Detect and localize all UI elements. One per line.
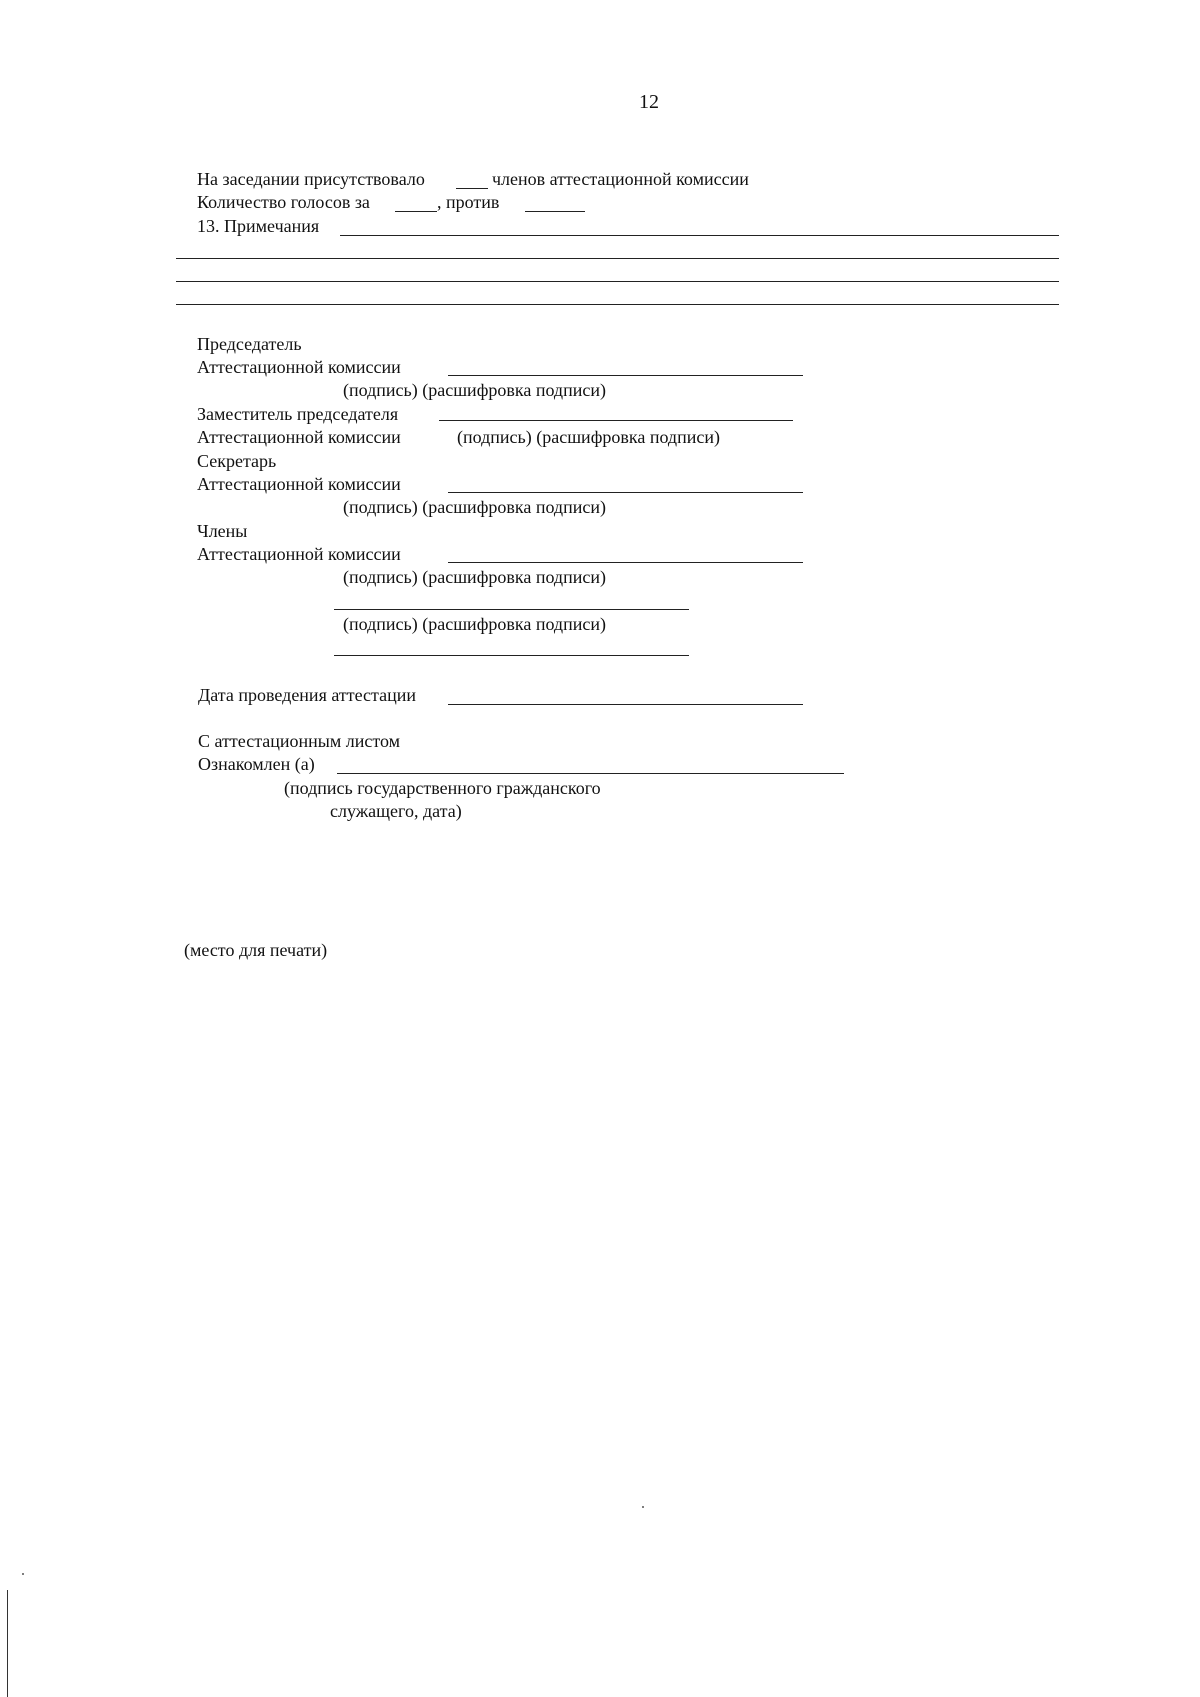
member-1-signature-caption: (подпись) (расшифровка подписи) [343,567,606,587]
votes-against-blank[interactable] [525,211,585,212]
stamp-place-label: (место для печати) [184,940,328,960]
notes-line-3[interactable] [176,281,1059,282]
secretary-label: Секретарь [197,451,277,471]
notes-line-2[interactable] [176,258,1059,259]
chairman-commission-label: Аттестационной комиссии [197,357,401,377]
notes-label: 13. Примечания [197,216,320,236]
votes-for-blank[interactable] [395,211,437,212]
member-1-signature-line[interactable] [448,562,803,563]
notes-line-4[interactable] [176,304,1059,305]
deputy-label: Заместитель председателя [197,404,399,424]
member-2-signature-line[interactable] [334,609,689,610]
scan-speck [642,1506,644,1508]
member-2-signature-caption: (подпись) (расшифровка подписи) [343,614,606,634]
secretary-signature-line[interactable] [448,492,803,493]
chairman-label: Председатель [197,334,302,354]
present-label: На заседании присутствовало [197,169,425,189]
scan-edge-mark [7,1590,8,1697]
votes-against-label: , против [437,192,500,212]
members-label: Члены [197,521,248,541]
present-count-blank[interactable] [456,188,488,189]
acquainted-caption-line1: (подпись государственного гражданского [284,778,601,798]
secretary-commission-label: Аттестационной комиссии [197,474,401,494]
notes-line-1[interactable] [340,235,1059,236]
deputy-signature-caption: (подпись) (расшифровка подписи) [457,427,720,447]
votes-for-label: Количество голосов за [197,192,370,212]
date-line[interactable] [448,704,803,705]
acquainted-caption-line2: служащего, дата) [330,801,462,821]
present-suffix: членов аттестационной комиссии [492,169,749,189]
member-3-signature-line[interactable] [334,655,689,656]
deputy-signature-line[interactable] [439,420,793,421]
chairman-signature-line[interactable] [448,375,803,376]
scan-speck [22,1573,24,1575]
members-commission-label: Аттестационной комиссии [197,544,401,564]
secretary-signature-caption: (подпись) (расшифровка подписи) [343,497,606,517]
deputy-commission-label: Аттестационной комиссии [197,427,401,447]
acquainted-signed-label: Ознакомлен (а) [198,754,315,774]
acquainted-label: С аттестационным листом [198,731,401,751]
page-number: 12 [639,91,659,113]
acquainted-signature-line[interactable] [337,773,844,774]
date-label: Дата проведения аттестации [198,685,417,705]
chairman-signature-caption: (подпись) (расшифровка подписи) [343,380,606,400]
